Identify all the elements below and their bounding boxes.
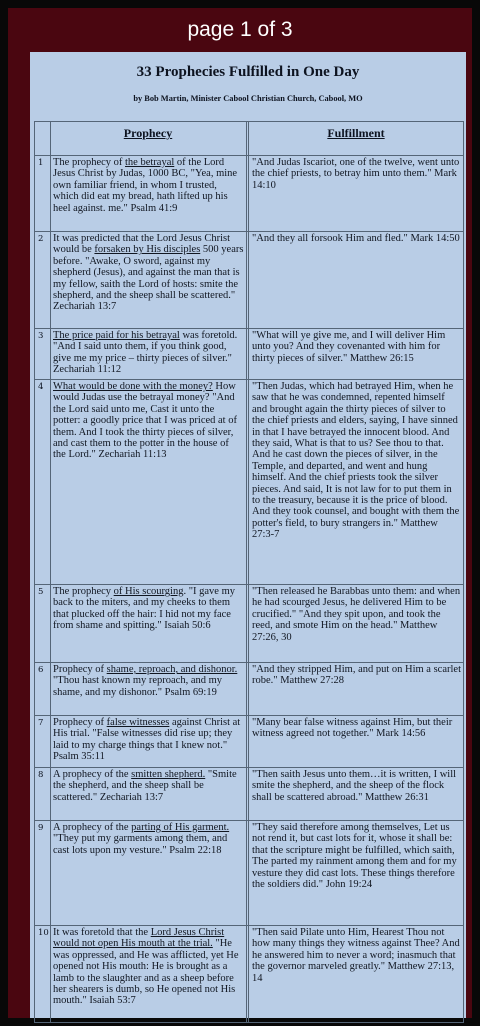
fulfillment-text: "They said therefore among themselves, Let us not rend it, but cast lots for it, whose it shall be: that the scripture might be fulfilled, which saith, The parted my rainment among them and for my vesture they did cast lots. These things therefore the soldiers did." John 19:24 <box>252 822 457 891</box>
prophecy-text: A prophecy of the parting of His garment. "They put my garments among them, and cast lots upon my vesture." Psalm 22:18 <box>53 822 230 856</box>
fulfillment-text: "And Judas Iscariot, one of the twelve, went unto the chief priests, to betray him unto them." Mark 14:10 <box>252 157 460 191</box>
prophecy-text: It was predicted that the Lord Jesus Christ would be forsaken by His disciples 500 years before. "Awake, O sword, against my shepherd (Jesus), and against the man that is my fellow, saith the Lord of hosts: smite the shepherd, and the sheep shall be scattered." Zechariah 13:7 <box>53 233 244 313</box>
prophecy-text: The price paid for his betrayal was foretold. "And I said unto them, if you think good, give me my price – thirty pieces of silver." Zechariah 11:12 <box>53 330 238 376</box>
row-number: 4 <box>38 382 44 392</box>
table-row <box>35 768 463 821</box>
prophecy-topic: smitten shepherd. <box>131 769 206 780</box>
table-row <box>35 821 463 926</box>
fulfillment-text: "Then Judas, which had betrayed Him, when he saw that he was condemned, repented himself and brought again the thirty pieces of silver to the chief priests and elders, saying, I have sinned in that I have betrayed the innocent blood. And they said, What is that to us? See thou to that. And he cast down the pieces of silver, in the Temple, and departed, and went and hung himself. And the chief priests took the silver pieces. And said, It is not law for to put them in to the treasury, because it is the price of blood. And they took counsel, and bought with them the potter's field, to bury strangers in." Matthew 27:3-7 <box>252 381 460 541</box>
fulfillment-text: "Then said Pilate unto Him, Hearest Thou not how many things they witness against Thee? And he answered him to never a word; inasmuch that the governor marveled greatly." Matthew 27:13, 14 <box>252 927 460 984</box>
prophecy-topic: The price paid for his betrayal <box>53 330 180 341</box>
document-title: 33 Prophecies Fulfilled in One Day <box>136 64 360 80</box>
prophecy-text: The prophecy of the betrayal of the Lord Jesus Christ by Judas, 1000 BC, "Yea, mine own familiar friend, in whom I trusted, which did eat my bread, hath lifted up his heel against. me." Psalm 41:9 <box>53 157 238 214</box>
fulfillment-text: "And they all forsook Him and fled." Mark 14:50 <box>252 233 460 244</box>
row-number: 8 <box>38 770 44 780</box>
prophecy-text: A prophecy of the smitten shepherd. "Smite the shepherd, and the sheep shall be scattered." Zechariah 13:7 <box>53 769 237 803</box>
row-number: 3 <box>38 331 44 341</box>
fulfillment-text: "Then saith Jesus unto them…it is written, I will smite the shepherd, and the sheep of the flock shall be scattered abroad." Matthew 26:31 <box>252 769 457 803</box>
fulfillment-text: "Then released he Barabbas unto them: and when he had scourged Jesus, he delivered Him to be crucified." "And they spit upon, and took the reed, and smote Him on the head." Matthew 27:26, 30 <box>252 586 461 643</box>
row-number: 5 <box>38 587 44 597</box>
row-number: 10 <box>38 928 49 938</box>
prophecy-topic: forsaken by His disciples <box>94 244 201 256</box>
prophecy-topic: Lord Jesus Christ would not open His mouth at the trial. <box>53 927 225 950</box>
prophecy-topic: of His scourging <box>113 586 184 597</box>
prophecy-topic: the betrayal <box>125 157 175 168</box>
row-number: 1 <box>38 158 44 168</box>
table-row <box>35 380 463 585</box>
page-indicator: page 1 of 3 <box>187 18 293 41</box>
page-frame <box>8 8 472 1018</box>
row-number: 2 <box>38 234 44 244</box>
prophecy-topic: shame, reproach, and dishonor. <box>106 664 238 675</box>
row-number: 9 <box>38 823 44 833</box>
table-row <box>35 232 463 329</box>
table-row <box>35 716 463 768</box>
table-row <box>35 663 463 716</box>
prophecy-topic: parting of His garment. <box>131 822 230 833</box>
prophecy-text: Prophecy of false witnesses against Christ at His trial. "False witnesses did rise up; they laid to my charge things that I knew not." Psalm 35:11 <box>53 717 241 763</box>
prophecy-text: The prophecy of His scourging. "I gave my back to the miters, and my cheeks to them that plucked off the hair: I hid not my face from shame and spitting." Isaiah 50:6 <box>53 586 235 632</box>
document-byline: by Bob Martin, Minister Cabool Christian Church, Cabool, MO <box>133 94 363 103</box>
table-row <box>35 926 463 1022</box>
prophecy-text: It was foretold that the Lord Jesus Christ would not open His mouth at the trial. "He was oppressed, and He was afflicted, yet He opened not His mouth: He is brought as a lamb to the slaughter and as a sheep before her shearers is dumb, so He opened not His mouth." Isaiah 53:7 <box>53 927 239 1007</box>
table-row <box>35 329 463 380</box>
number-column-header <box>35 122 51 155</box>
prophecy-topic: What would be done with the money? <box>53 381 213 392</box>
table-row <box>35 156 463 232</box>
table-row <box>35 585 463 663</box>
prophecy-table <box>34 121 464 1023</box>
fulfillment-text: "What will ye give me, and I will deliver Him unto you? And they covenanted with him for thirty pieces of silver." Matthew 26:15 <box>252 330 446 364</box>
fulfillment-text: "Many bear false witness against Him, but their witness agreed not together." Mark 14:56 <box>252 717 453 740</box>
document-page <box>30 52 466 1018</box>
row-number: 6 <box>38 665 44 675</box>
table-header-row <box>35 122 463 156</box>
fulfillment-column-header: Fulfillment <box>327 126 385 140</box>
fulfillment-text: "And they stripped Him, and put on Him a scarlet robe." Matthew 27:28 <box>252 664 461 687</box>
prophecy-column-header: Prophecy <box>123 126 173 140</box>
prophecy-topic: false witnesses <box>106 717 170 728</box>
row-number: 7 <box>38 718 44 728</box>
prophecy-text: What would be done with the money? How would Judas use the betrayal money? "And the Lord said unto me, Cast it unto the potter: a goodly price that I was priced at of them. And I took the thirty pieces of silver, and cast them to the potter in the house of the Lord." Zechariah 11:13 <box>53 381 237 461</box>
prophecy-text: Prophecy of shame, reproach, and dishonor. "Thou hast known my reproach, and my shame, and my dishonor." Psalm 69:19 <box>53 664 238 698</box>
